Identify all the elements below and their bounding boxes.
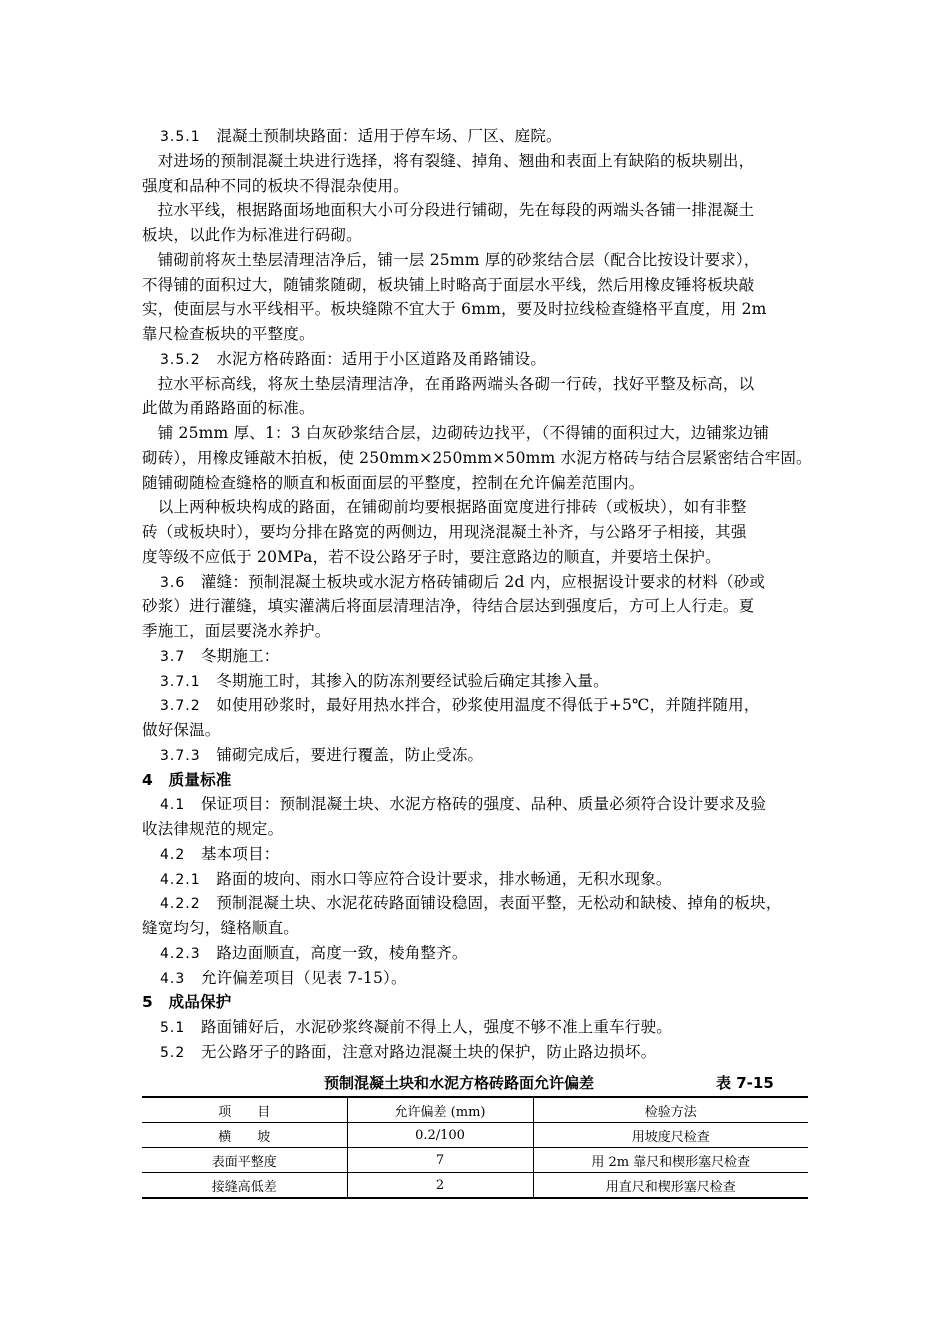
line-text: 收法律规范的规定。 bbox=[142, 820, 284, 838]
line-text: 冬期施工时，其掺入的防冻剂要经试验后确定其掺入量。 bbox=[200, 671, 609, 690]
line-text: 允许偏差项目（见表 7-15）。 bbox=[185, 968, 407, 987]
line-text: 砌砖），用橡皮锤敲木拍板，使 250mm×250mm×50mm 水泥方格砖与结合层紧密结合牢固。 bbox=[142, 448, 812, 467]
text-line bbox=[142, 867, 830, 893]
text-line bbox=[142, 842, 830, 868]
text-line bbox=[142, 223, 812, 248]
line-text: 预制混凝土块、水泥花砖路面铺设稳固，表面平整，无松动和缺棱、掉角的板块， bbox=[200, 894, 782, 913]
text-line bbox=[142, 916, 812, 941]
clause-number: 3.5.2 bbox=[160, 351, 201, 368]
line-text: 拉水平线，根据路面场地面积大小可分段进行铺砌，先在每段的两端头各铺一排混凝土 bbox=[142, 201, 755, 220]
line-text: 度等级不应低于 20MPa，若不设公路牙子时，要注意路边的顺直，并要培土保护。 bbox=[142, 547, 721, 566]
line-text: 冬期施工： bbox=[185, 646, 280, 665]
line-text: 砖（或板块时），要均分排在路宽的两侧边，用现浇混凝土补齐，与公路牙子相接，其强 bbox=[142, 523, 747, 541]
text-line bbox=[142, 446, 812, 471]
line-text: 铺 25mm 厚、1：3 白灰砂浆结合层，边砌砖边找平，（不得铺的面积过大，边铺浆边铺 bbox=[142, 424, 770, 442]
text-line bbox=[142, 520, 812, 545]
table-row bbox=[142, 1173, 808, 1199]
line-text: 对进场的预制混凝土块进行选择，将有裂缝、掉角、翘曲和表面上有缺陷的板块剔出， bbox=[142, 151, 755, 170]
header-tolerance: 允许偏差 (mm) bbox=[347, 1097, 533, 1123]
table-number: 表 7-15 bbox=[716, 1074, 774, 1092]
line-text: 混凝土预制块路面：适用于停车场、厂区、庭院。 bbox=[200, 127, 562, 145]
text-line bbox=[142, 248, 812, 273]
tolerance-table bbox=[142, 1096, 808, 1199]
text-line bbox=[142, 817, 812, 842]
line-text: 板块，以此作为标准进行码砌。 bbox=[142, 226, 362, 244]
clause-number: 3.6 bbox=[160, 574, 186, 591]
cell-method: 用直尺和楔形塞尺检查 bbox=[533, 1173, 808, 1199]
header-method: 检验方法 bbox=[533, 1097, 808, 1123]
clause-number: 4.3 bbox=[160, 970, 186, 987]
cell-tolerance: 0.2/100 bbox=[347, 1123, 533, 1148]
text-line bbox=[142, 421, 812, 446]
text-line bbox=[142, 396, 812, 421]
heading-text: 4 质量标准 bbox=[142, 770, 232, 789]
line-text: 强度和品种不同的板块不得混杂使用。 bbox=[142, 176, 409, 195]
section-heading bbox=[142, 990, 812, 1015]
line-text: 水泥方格砖路面：适用于小区道路及甬路铺设。 bbox=[200, 349, 547, 368]
clause-number: 4.1 bbox=[160, 797, 186, 814]
line-text: 如使用砂浆时，最好用热水拌合，砂浆使用温度不得低于+5℃，并随拌随用， bbox=[200, 696, 760, 715]
clause-number: 3.7 bbox=[160, 648, 186, 665]
text-line bbox=[142, 891, 830, 917]
line-text: 缝宽均匀，缝格顺直。 bbox=[142, 919, 300, 937]
text-line bbox=[142, 669, 830, 695]
clause-number: 4.2 bbox=[160, 846, 186, 863]
cell-tolerance: 7 bbox=[347, 1148, 533, 1173]
text-line bbox=[142, 273, 812, 298]
line-text: 做好保温。 bbox=[142, 721, 221, 739]
line-text: 基本项目： bbox=[185, 844, 280, 863]
line-text: 路面铺好后，水泥砂浆终凝前不得上人，强度不够不准上重车行驶。 bbox=[185, 1018, 672, 1036]
text-line bbox=[142, 941, 830, 967]
text-line bbox=[142, 743, 830, 769]
line-text: 靠尺检查板块的平整度。 bbox=[142, 325, 315, 343]
cell-item: 表面平整度 bbox=[142, 1148, 347, 1173]
line-text: 铺砌完成后，要进行覆盖，防止受冻。 bbox=[200, 745, 484, 764]
cell-item: 接缝高低差 bbox=[142, 1173, 347, 1199]
text-line bbox=[142, 570, 830, 596]
text-line bbox=[142, 372, 812, 397]
cell-method: 用坡度尺检查 bbox=[533, 1123, 808, 1148]
header-item: 项 目 bbox=[142, 1097, 347, 1123]
table-header-row bbox=[142, 1097, 808, 1123]
section-heading bbox=[142, 768, 812, 793]
line-text: 铺砌前将灰土垫层清理洁净后，铺一层 25mm 厚的砂浆结合层（配合比按设计要求）， bbox=[142, 250, 760, 269]
line-text: 此做为甬路路面的标准。 bbox=[142, 399, 315, 418]
clause-number: 5.2 bbox=[160, 1044, 186, 1061]
line-text: 随铺砌随检查缝格的顺直和板面面层的平整度，控制在允许偏差范围内。 bbox=[142, 473, 645, 492]
line-text: 以上两种板块构成的路面，在铺砌前均要根据路面宽度进行排砖（或板块），如有非整 bbox=[142, 498, 747, 517]
clause-number: 3.5.1 bbox=[160, 129, 201, 145]
clause-number: 3.7.1 bbox=[160, 673, 201, 690]
clause-number: 4.2.2 bbox=[160, 896, 201, 913]
text-line bbox=[142, 718, 812, 743]
text-line bbox=[142, 1015, 830, 1041]
heading-text: 5 成品保护 bbox=[142, 993, 232, 1012]
clause-number: 3.7.2 bbox=[160, 698, 201, 715]
table-title: 预制混凝土块和水泥方格砖路面允许偏差 bbox=[324, 1074, 595, 1092]
text-line bbox=[142, 619, 812, 644]
cell-item: 横 坡 bbox=[142, 1123, 347, 1148]
text-line bbox=[142, 495, 812, 520]
clause-number: 4.2.1 bbox=[160, 871, 201, 888]
cell-method: 用 2m 靠尺和楔形塞尺检查 bbox=[533, 1148, 808, 1173]
text-line bbox=[142, 1040, 830, 1066]
line-text: 拉水平标高线，将灰土垫层清理洁净，在甬路两端头各砌一行砖，找好平整及标高，以 bbox=[142, 374, 755, 393]
line-text: 保证项目：预制混凝土块、水泥方格砖的强度、品种、质量必须符合设计要求及验 bbox=[185, 795, 767, 814]
text-line bbox=[142, 792, 830, 818]
table-row bbox=[142, 1123, 808, 1148]
line-text: 砂浆）进行灌缝，填实灌满后将面层清理洁净，待结合层达到强度后，方可上人行走。夏 bbox=[142, 597, 755, 616]
line-text: 无公路牙子的路面，注意对路边混凝土块的保护，防止路边损坏。 bbox=[185, 1042, 657, 1061]
line-text: 灌缝：预制混凝土板块或水泥方格砖铺砌后 2d 内，应根据设计要求的材料（砂或 bbox=[185, 572, 766, 591]
line-text: 路面的坡向、雨水口等应符合设计要求，排水畅通，无积水现象。 bbox=[200, 869, 672, 888]
table-row bbox=[142, 1148, 808, 1173]
text-line bbox=[142, 297, 812, 322]
text-line bbox=[142, 693, 830, 719]
text-line bbox=[142, 347, 830, 373]
text-line bbox=[142, 124, 830, 150]
line-text: 不得铺的面积过大，随铺浆随砌，板块铺上时略高于面层水平线，然后用橡皮锤将板块敲 bbox=[142, 275, 755, 294]
text-line bbox=[142, 149, 812, 174]
text-line bbox=[142, 966, 830, 992]
text-line bbox=[142, 322, 812, 347]
text-line bbox=[142, 545, 812, 570]
line-text: 路边面顺直，高度一致，棱角整齐。 bbox=[200, 943, 468, 962]
text-line bbox=[142, 594, 812, 619]
line-text: 季施工，面层要浇水养护。 bbox=[142, 622, 331, 640]
clause-number: 5.1 bbox=[160, 1020, 186, 1036]
clause-number: 4.2.3 bbox=[160, 945, 201, 962]
line-text: 实，使面层与水平线相平。板块缝隙不宜大于 6mm，要及时拉线检查缝格平直度，用 2m bbox=[142, 300, 767, 319]
clause-number: 3.7.3 bbox=[160, 747, 201, 764]
table-caption bbox=[142, 1072, 812, 1094]
cell-tolerance: 2 bbox=[347, 1173, 533, 1199]
text-line bbox=[142, 471, 812, 496]
text-line bbox=[142, 198, 812, 223]
text-line bbox=[142, 644, 830, 670]
text-line bbox=[142, 174, 812, 199]
